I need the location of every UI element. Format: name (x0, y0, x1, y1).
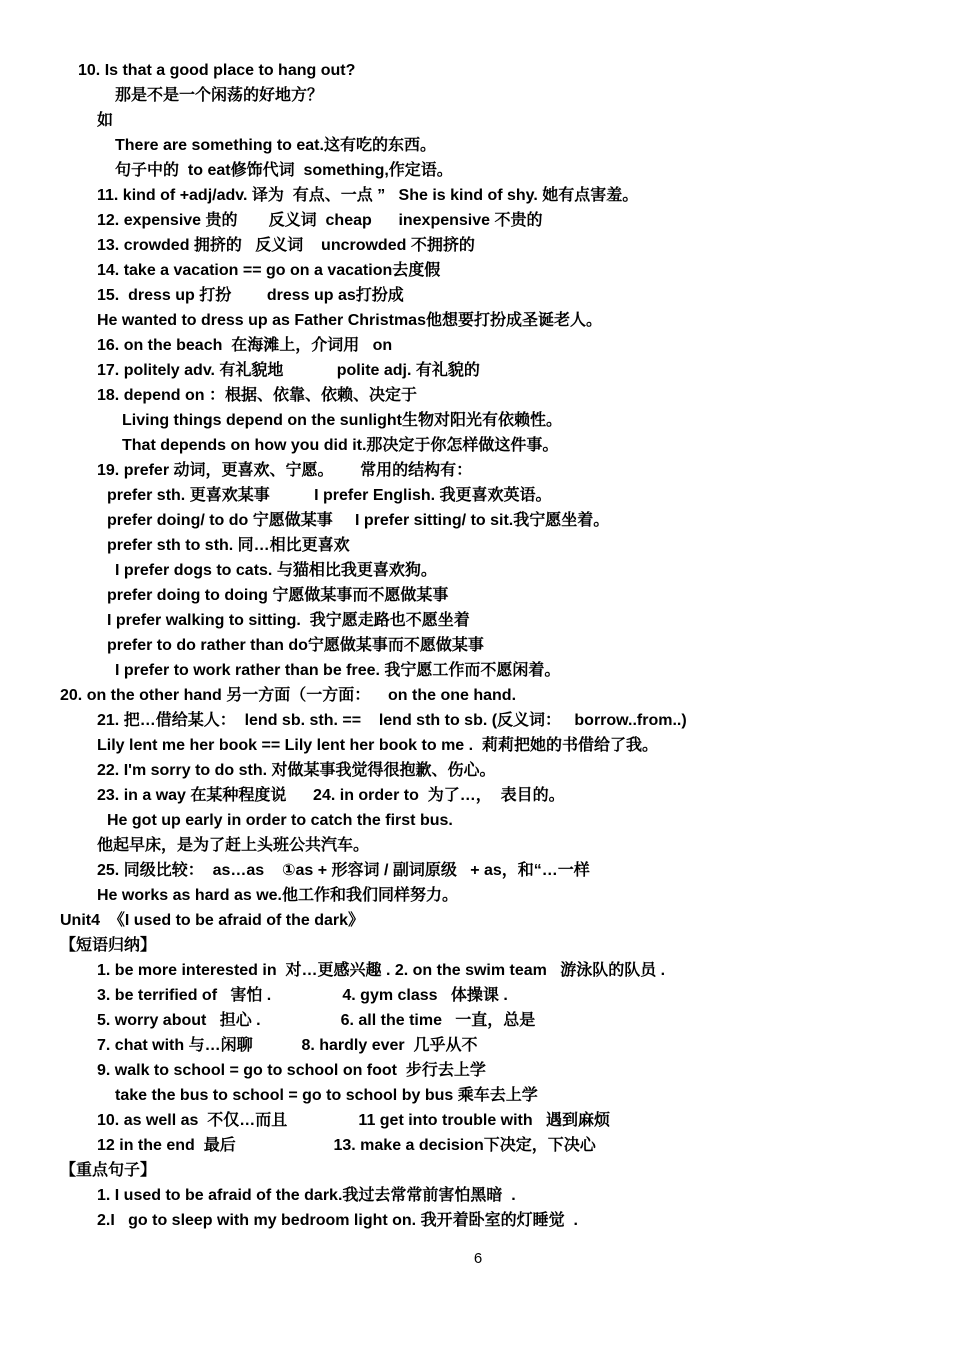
doc-line: 21. 把…借给某人： lend sb. sth. == lend sth to sb. (反义词： borrow..from..) (97, 712, 687, 729)
doc-line: 17. politely adv. 有礼貌地 polite adj. 有礼貌的 (97, 362, 480, 379)
doc-line: 2.I go to sleep with my bedroom light on. 我开着卧室的灯睡觉 . (97, 1212, 578, 1229)
doc-line: 25. 同级比较： as…as ①as + 形容词 / 副词原级 + as，和“…一样 (97, 862, 590, 879)
document-body (60, 58, 910, 1233)
doc-line: 15. dress up 打扮 dress up as打扮成 (97, 287, 404, 304)
doc-line: 他起早床，是为了赶上头班公共汽车。 (97, 837, 370, 854)
page-number: 6 (473, 1250, 483, 1267)
doc-line: Unit4 《I used to be afraid of the dark》 (60, 912, 365, 929)
doc-line: 14. take a vacation == go on a vacation去度假 (97, 262, 441, 279)
doc-line: 23. in a way 在某种程度说 24. in order to 为了…， 表目的。 (97, 787, 565, 804)
doc-line: 9. walk to school = go to school on foot 步行去上学 (97, 1062, 486, 1079)
doc-line: 13. crowded 拥挤的 反义词 uncrowded 不拥挤的 (97, 237, 475, 254)
doc-line: prefer doing to doing 宁愿做某事而不愿做某事 (107, 587, 449, 604)
doc-line: I prefer dogs to cats. 与猫相比我更喜欢狗。 (115, 562, 437, 579)
doc-line: 【重点句子】 (60, 1162, 157, 1179)
doc-line: 18. depend on ：根据、依靠、依赖、决定于 (97, 387, 418, 404)
doc-line: I prefer to work rather than be free. 我宁愿工作而不愿闲着。 (115, 662, 561, 679)
doc-line: There are something to eat.这有吃的东西。 (115, 137, 436, 154)
doc-line: 句子中的 to eat修饰代词 something,作定语。 (115, 162, 453, 179)
doc-line: 11. kind of +adj/adv. 译为 有点、一点 ” She is kind of shy. 她有点害羞。 (97, 187, 639, 204)
doc-line: He got up early in order to catch the first bus. (107, 812, 453, 829)
doc-line: 5. worry about 担心 . 6. all the time 一直，总是 (97, 1012, 536, 1029)
doc-line: 19. prefer 动词，更喜欢、宁愿。 常用的结构有： (97, 462, 473, 479)
doc-line: 1. be more interested in 对…更感兴趣 . 2. on the swim team 游泳队的队员 . (97, 962, 666, 979)
doc-line: 3. be terrified of 害怕 . 4. gym class 体操课 . (97, 987, 508, 1004)
doc-line: prefer sth. 更喜欢某事 I prefer English. 我更喜欢英语。 (107, 487, 552, 504)
doc-line: 20. on the other hand 另一方面（一方面： on the one hand. (60, 687, 517, 704)
doc-line: 12. expensive 贵的 反义词 cheap inexpensive 不贵的 (97, 212, 543, 229)
doc-line: 如 (97, 112, 114, 129)
doc-line: 16. on the beach 在海滩上，介词用 on (97, 337, 393, 354)
doc-line: 【短语归纳】 (60, 937, 157, 954)
doc-line: Living things depend on the sunlight生物对阳光有依赖性。 (122, 412, 562, 429)
doc-line: 10. as well as 不仅…而且 11 get into trouble with 遇到麻烦 (97, 1112, 610, 1129)
doc-line: 10. Is that a good place to hang out? (78, 62, 356, 79)
doc-line: That depends on how you did it.那决定于你怎样做这件事。 (122, 437, 559, 454)
doc-line: prefer to do rather than do宁愿做某事而不愿做某事 (107, 637, 484, 654)
doc-line: I prefer walking to sitting. 我宁愿走路也不愿坐着 (107, 612, 470, 629)
doc-line: He works as hard as we.他工作和我们同样努力。 (97, 887, 458, 904)
doc-line: take the bus to school = go to school by bus 乘车去上学 (115, 1087, 538, 1104)
doc-line: 22. I'm sorry to do sth. 对做某事我觉得很抱歉、伤心。 (97, 762, 496, 779)
doc-line: 7. chat with 与…闲聊 8. hardly ever 几乎从不 (97, 1037, 478, 1054)
doc-line: prefer doing/ to do 宁愿做某事 I prefer sitting/ to sit.我宁愿坐着。 (107, 512, 610, 529)
doc-line: 12 in the end 最后 13. make a decision下决定，下决心 (97, 1137, 596, 1154)
doc-line: Lily lent me her book == Lily lent her book to me . 莉莉把她的书借给了我。 (97, 737, 658, 754)
doc-line: He wanted to dress up as Father Christmas他想要打扮成圣诞老人。 (97, 312, 602, 329)
doc-line: 1. I used to be afraid of the dark.我过去常常前害怕黑暗 . (97, 1187, 516, 1204)
doc-line: prefer sth to sth. 同…相比更喜欢 (107, 537, 350, 554)
doc-line: 那是不是一个闲荡的好地方？ (115, 87, 324, 104)
